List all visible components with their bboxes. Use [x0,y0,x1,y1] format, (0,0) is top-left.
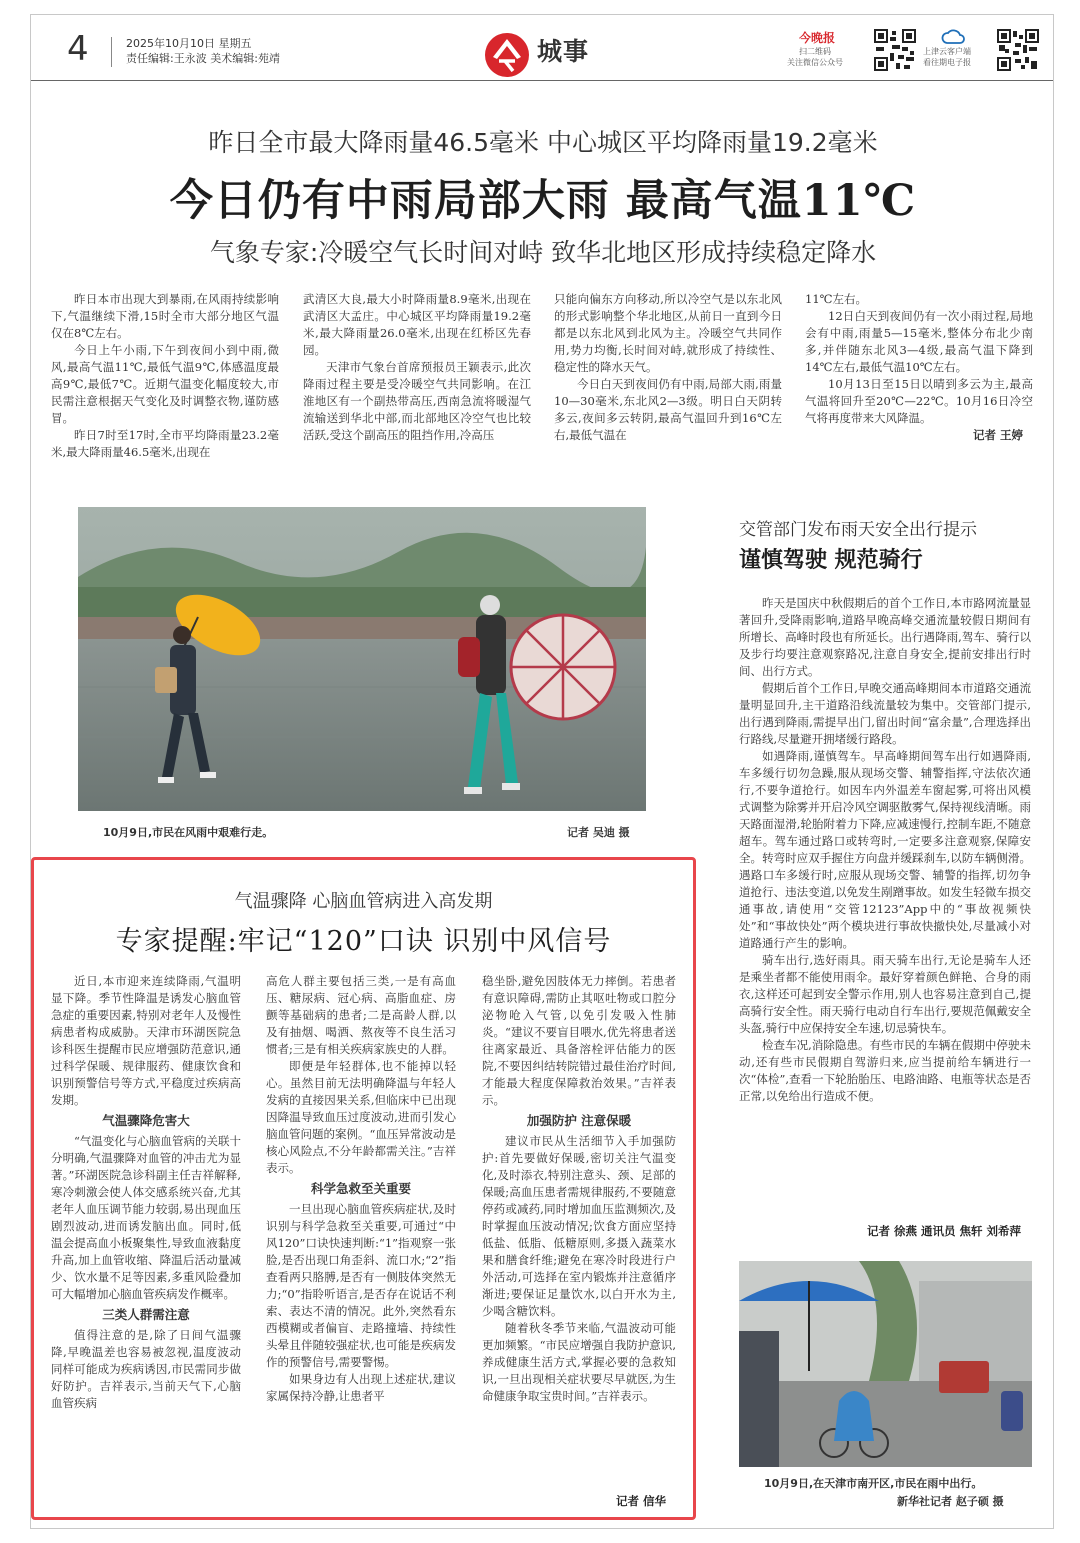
issue-date: 2025年10月10日 星期五 [126,37,252,50]
lead-column-4: 11℃左右。 12日白天到夜间仍有一次小雨过程,局地会有中雨,雨量5—15毫米,整体分布北少南多,并伴随东北风3—4级,最高气温下降到14℃左右,最低气温10℃左右。 10月13日至15日以晴到多云为主,最高气温将回升至20℃—22℃。10月16日冷空气将再度带来大风降温。 记者 王婷 [805,292,1033,442]
header-divider [111,37,112,67]
page-number: 4 [67,29,89,69]
lead-column-1: 昨日本市出现大到暴雨,在风雨持续影响下,气温继续下滑,15时全市大部分地区气温仅在8℃左右。 今日上午小雨,下午到夜间小到中雨,微风,最高气温11℃,最低气温9℃,体感温度最高9℃,最低7℃。近期气温变化幅度较大,市民需注意根据天气变化及时调整衣物,谨防感冒。 昨日7时至17时,全市平均降雨量23.2毫米,最大降雨量46.5毫米,出现在 [51,292,279,459]
health-column-1: 近日,本市迎来连续降雨,气温明显下降。季节性降温是诱发心脑血管急症的重要因素,特别对老年人及慢性病患者构成威胁。天津市环湖医院急诊科医生提醒市民应增强防范意识,通过科学保暖、规律服药、健康饮食和识别预警信号等方式,平稳度过疾病高发期。 气温骤降危害大 “气温变化与心脑血管病的关联十分明确,气温骤降对血管的冲击尤为显著。”环湖医院急诊科副主任吉祥解释,寒冷刺激会使人体交感系统兴奋,尤其老年人血压调节能力较弱,易出现血压剧烈波动,进而诱发脑出血。同时,低温会提高血小板聚集性,导致血液黏度升高,加上血管收缩、降温后活动量减少、饮水量不足等因素,多重风险叠加可大幅增加心脑血管疾病发作概率。 三类人群需注意 值得注意的是,除了日间气温骤降,早晚温差也容易被忽视,温度波动同样可能成为疾病诱因,市民需同步做好防护。吉祥表示,当前天气下,心脑血管疾病 [51,974,241,1410]
photo2-credit: 新华社记者 赵子硕 摄 [897,1495,1004,1508]
lead-kicker: 昨日全市最大降雨量46.5毫米 中心城区平均降雨量19.2毫米 [208,128,878,157]
health-byline: 记者 信华 [615,1494,666,1508]
health-headline: 专家提醒:牢记“120”口诀 识别中风信号 [115,926,612,957]
wechat-qr-icon[interactable] [874,29,916,71]
newspaper-page [30,14,1054,1529]
qr2-label: 上津云客户端 看往期电子报 [923,47,971,67]
traffic-kicker: 交管部门发布雨天安全出行提示 [739,520,977,540]
traffic-body: 昨天是国庆中秋假期后的首个工作日,本市路网流量显著回升,受降雨影响,道路早晚高峰交通流量较假日期间有所增长、高峰时段也有所延长。出行遇降雨,驾车、骑行以及步行均要注意观察路况,注意自身安全,提前安排出行时间、出行方式。 假期后首个工作日,早晚交通高峰期间本市道路交通流量明显回升,主干道路沿线流量较为集中。交管部门提示,出行遇到降雨,需提早出门,留出时间“富余量”,合理选择出行路线,尽量避开拥堵缓行路段。 如遇降雨,谨慎驾车。早高峰期间驾车出行如遇降雨,车多缓行切勿急躁,服从现场交警、辅警指挥,守法依次通行,不要争道抢行。如因车内外温差车窗起雾,可将出风模式调整为除雾并开启冷风空调驱散雾气,保持视线清晰。雨天路面湿滑,轮胎附着力下降,应减速慢行,控制车距,不随意超车。驾车通过路口或转弯时,一定要多注意观察,保障安全。转弯时应双手握住方向盘并缓踩刹车,以防车辆侧滑。遇路口车多缓行时,应服从现场交警、辅警的指挥,切勿争道抢行、违法变道,以免发生剐蹭事故。如发生轻微车损交通事故,请使用“交管12123”App中的“事故视频快处”和“事故快处”两个模块进行事故快撤快处,尽量减小对道路通行产生的影响。 骑车出行,选好雨具。雨天骑车出行,无论是骑车人还是乘坐者都不能使用雨伞。最好穿着颜色鲜艳、合身的雨衣,这样还可起到安全警示作用,别人也容易注意到自己,提高骑行安全性。雨天骑行电动自行车出行,要规范佩戴安全头盔,骑行中应保持安全车速,切忌骑快车。 检查车况,消除隐患。有些市民的车辆在假期中停驶未动,还有些市民假期自驾游归来,应当提前给车辆进行一次“体检”,查看一下轮胎胎压、电路油路、电瓶等状态是否正常,以免给出行造成不便。 [739,596,1031,1103]
lead-byline: 记者 王婷 [972,428,1023,442]
health-kicker: 气温骤降 心脑血管病进入高发期 [234,891,493,912]
health-column-3: 稳坐卧,避免因肢体无力摔倒。若患者有意识障碍,需防止其呕吐物或口腔分泌物呛入气管,以免引发吸入性肺炎。“建议不要盲目喂水,优先将患者送往离家最近、具备溶栓评估能力的医院,不要因纠结转院错过最佳治疗时间,才能最大程度保障救治效果。”吉祥表示。 加强防护 注意保暖 建议市民从生活细节入手加强防护:首先要做好保暖,密切关注气温变化,及时添衣,特别注意头、颈、足部的保暖;高血压患者需规律服药,不要随意停药或减药,同时增加血压监测频次,及时掌握血压波动情况;饮食方面应坚持低盐、低脂、低糖原则,多摄入蔬菜水果和膳食纤维;避免在寒冷时段进行户外活动,可选择在室内锻炼并注意循序渐进;要保证足量饮水,以白开水为主,少喝含糖饮料。 随着秋冬季节来临,气温波动可能更加频繁。“市民应增强自我防护意识,养成健康生活方式,掌握必要的急救知识,一旦出现相关症状要尽早就医,为生命健康争取宝贵时间。”吉祥表示。 [482,974,676,1403]
lead-subhead: 气象专家:冷暖空气长时间对峙 致华北地区形成持续稳定降水 [209,238,877,267]
photo1-credit: 记者 吴迪 摄 [567,826,630,839]
traffic-byline: 记者 徐燕 通讯员 焦轩 刘希萍 [866,1224,1021,1238]
page-header [31,15,1054,81]
qr1-label: 扫二维码 关注微信公众号 [787,47,843,67]
lead-column-3: 只能向偏东方向移动,所以冷空气是以东北风的形式影响整个华北地区,从前日一直到今日都是以东北风到北风为主。冷暖空气共同作用,势力均衡,长时间对峙,就形成了持续性、稳定性的降水天气。 今日白天到夜间仍有中雨,局部大雨,雨量10—30毫米,东北风2—3级。明日白天阴转多云,夜间多云转阴,最高气温回升到16℃左右,最低气温在 [554,292,782,442]
photo2-caption: 10月9日,在天津市南开区,市民在雨中出行。 [764,1477,983,1490]
health-column-2: 高危人群主要包括三类,一是有高血压、糖尿病、冠心病、高脂血症、房颤等基础病的患者;二是高龄人群,以及有抽烟、喝酒、熬夜等不良生活习惯者;三是有相关疾病家族史的人群。 即便是年轻群体,也不能掉以轻心。虽然目前无法明确降温与年轻人发病的直接因果关系,但临床中已出现因降温导致血压过度波动,进而引发心脑血管问题的案例。“血压异常波动是核心风险点,不分年龄都需关注。”吉祥表示。 科学急救至关重要 一旦出现心脑血管疾病症状,及时识别与科学急救至关重要,可通过“中风120”口诀快速判断:“1”指观察一张脸,是否出现口角歪斜、流口水;“2”指查看两只胳膊,是否有一侧肢体突然无力;“0”指聆听语言,是否存在说话不利索、表达不清的情况。此外,突然看东西模糊或者偏盲、走路撞墙、持续性头晕且伴随较强症状,也可能是疾病发作的预警信号,需要警惕。 如果身边有人出现上述症状,建议家属保持冷静,让患者平 [266,974,456,1403]
app-qr-icon[interactable] [997,29,1039,71]
photo1-caption: 10月9日,市民在风雨中艰难行走。 [103,826,274,839]
paper-name: 今晚报 [799,31,836,45]
cloud-app-icon [941,29,965,45]
rain-street-photo [78,507,646,811]
section-title: 城事 [537,37,590,66]
subhead-groups: 三类人群需注意 [102,1307,190,1322]
lead-column-2: 武清区大良,最大小时降雨量8.9毫米,出现在武清区大孟庄。中心城区平均降雨量19.2毫米,最大降雨量26.0毫米,出现在红桥区先春园。 天津市气象台首席预报员王颖表示,此次降雨过程主要是受冷暖空气共同影响。在江淮地区有一个副热带高压,西南急流将暖湿气流输送到华北中部,而北部地区冷空气也比较活跃,受这个副高压的阻挡作用,冷高压 [303,292,531,442]
traffic-headline: 谨慎驾驶 规范骑行 [739,547,923,573]
subhead-firstaid: 科学急救至关重要 [310,1181,411,1196]
header-date-editors [126,36,280,66]
subhead-protection: 加强防护 注意保暖 [526,1113,632,1128]
jin-logo-icon [483,31,531,79]
editors: 责任编辑:王永波 美术编辑:苑靖 [126,52,280,65]
subhead-danger: 气温骤降危害大 [102,1113,190,1128]
lead-headline: 今日仍有中雨局部大雨 最高气温11℃ [169,176,917,226]
cyclists-rain-photo [739,1261,1032,1467]
